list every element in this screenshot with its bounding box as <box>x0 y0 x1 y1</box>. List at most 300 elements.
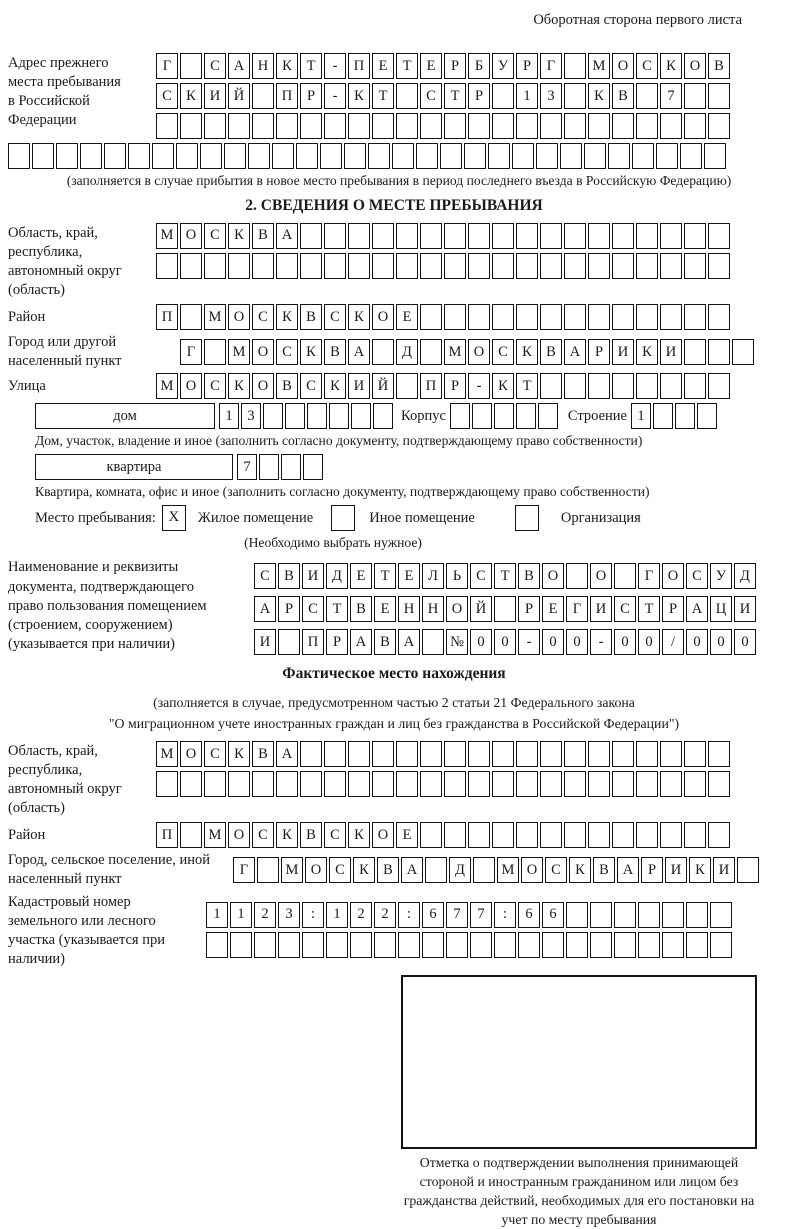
char-cell[interactable]: М <box>156 223 178 249</box>
char-cell[interactable] <box>492 741 514 767</box>
char-cell[interactable]: Т <box>300 53 322 79</box>
char-cell[interactable] <box>704 143 726 169</box>
char-cell[interactable]: С <box>254 563 276 589</box>
char-cell[interactable] <box>566 563 588 589</box>
char-cell[interactable]: 7 <box>470 902 492 928</box>
char-cell[interactable]: Г <box>540 53 562 79</box>
char-cell[interactable]: В <box>540 339 562 365</box>
char-cell[interactable] <box>263 403 283 429</box>
char-cell[interactable]: М <box>444 339 466 365</box>
char-cell[interactable]: О <box>228 304 250 330</box>
char-cell[interactable] <box>372 253 394 279</box>
char-cell[interactable]: № <box>446 629 468 655</box>
char-cell[interactable] <box>396 771 418 797</box>
char-cell[interactable]: К <box>353 857 375 883</box>
char-cell[interactable] <box>252 253 274 279</box>
char-cell[interactable]: 7 <box>446 902 468 928</box>
char-cell[interactable] <box>612 373 634 399</box>
char-cell[interactable]: С <box>492 339 514 365</box>
char-cell[interactable]: О <box>252 373 274 399</box>
char-cell[interactable] <box>252 113 274 139</box>
char-cell[interactable] <box>564 223 586 249</box>
char-cell[interactable] <box>324 741 346 767</box>
char-cell[interactable] <box>614 902 636 928</box>
char-cell[interactable] <box>708 822 730 848</box>
char-cell[interactable]: 0 <box>638 629 660 655</box>
char-cell[interactable] <box>372 113 394 139</box>
char-cell[interactable] <box>254 932 276 958</box>
char-cell[interactable] <box>516 403 536 429</box>
char-cell[interactable]: С <box>204 53 226 79</box>
char-cell[interactable]: Т <box>396 53 418 79</box>
char-cell[interactable] <box>204 113 226 139</box>
char-cell[interactable] <box>468 822 490 848</box>
char-cell[interactable] <box>656 143 678 169</box>
char-cell[interactable]: В <box>300 822 322 848</box>
char-cell[interactable]: Е <box>542 596 564 622</box>
char-cell[interactable] <box>588 822 610 848</box>
char-cell[interactable] <box>540 253 562 279</box>
char-cell[interactable] <box>468 113 490 139</box>
char-cell[interactable] <box>612 822 634 848</box>
char-cell[interactable] <box>632 143 654 169</box>
char-cell[interactable] <box>156 113 178 139</box>
char-cell[interactable] <box>180 253 202 279</box>
char-cell[interactable] <box>516 113 538 139</box>
char-cell[interactable] <box>398 932 420 958</box>
char-cell[interactable]: К <box>228 223 250 249</box>
char-cell[interactable] <box>588 253 610 279</box>
char-cell[interactable] <box>708 373 730 399</box>
char-cell[interactable]: : <box>302 902 324 928</box>
char-cell[interactable] <box>732 339 754 365</box>
char-cell[interactable]: Г <box>566 596 588 622</box>
char-cell[interactable]: П <box>420 373 442 399</box>
char-cell[interactable] <box>396 253 418 279</box>
char-cell[interactable] <box>564 822 586 848</box>
char-cell[interactable]: О <box>180 741 202 767</box>
char-cell[interactable]: С <box>470 563 492 589</box>
char-cell[interactable] <box>516 223 538 249</box>
char-cell[interactable]: Е <box>350 563 372 589</box>
char-cell[interactable] <box>636 223 658 249</box>
char-cell[interactable]: 3 <box>540 83 562 109</box>
char-cell[interactable] <box>612 113 634 139</box>
char-cell[interactable] <box>468 253 490 279</box>
char-cell[interactable]: Л <box>422 563 444 589</box>
char-cell[interactable]: К <box>569 857 591 883</box>
char-cell[interactable]: П <box>348 53 370 79</box>
char-cell[interactable] <box>324 771 346 797</box>
char-cell[interactable]: 0 <box>542 629 564 655</box>
char-cell[interactable]: И <box>734 596 756 622</box>
char-cell[interactable]: Т <box>516 373 538 399</box>
char-cell[interactable] <box>257 857 279 883</box>
char-cell[interactable]: С <box>329 857 351 883</box>
char-cell[interactable] <box>540 223 562 249</box>
char-cell[interactable] <box>614 563 636 589</box>
char-cell[interactable] <box>444 771 466 797</box>
char-cell[interactable]: В <box>377 857 399 883</box>
char-cell[interactable] <box>473 857 495 883</box>
char-cell[interactable]: О <box>542 563 564 589</box>
char-cell[interactable] <box>675 403 695 429</box>
char-cell[interactable]: В <box>252 741 274 767</box>
char-cell[interactable] <box>708 339 730 365</box>
char-cell[interactable]: Т <box>444 83 466 109</box>
char-cell[interactable]: В <box>708 53 730 79</box>
char-cell[interactable]: И <box>660 339 682 365</box>
char-cell[interactable] <box>540 771 562 797</box>
char-cell[interactable]: 0 <box>734 629 756 655</box>
char-cell[interactable] <box>686 932 708 958</box>
char-cell[interactable]: Б <box>468 53 490 79</box>
char-cell[interactable]: С <box>252 304 274 330</box>
char-cell[interactable]: С <box>204 223 226 249</box>
char-cell[interactable]: Е <box>374 596 396 622</box>
char-cell[interactable] <box>276 771 298 797</box>
char-cell[interactable]: 0 <box>494 629 516 655</box>
char-cell[interactable] <box>638 902 660 928</box>
char-cell[interactable] <box>444 304 466 330</box>
char-cell[interactable]: М <box>156 741 178 767</box>
char-cell[interactable]: В <box>324 339 346 365</box>
char-cell[interactable] <box>425 857 447 883</box>
char-cell[interactable] <box>636 253 658 279</box>
char-cell[interactable]: К <box>348 304 370 330</box>
char-cell[interactable] <box>612 223 634 249</box>
char-cell[interactable] <box>374 932 396 958</box>
char-cell[interactable]: Р <box>641 857 663 883</box>
char-cell[interactable] <box>300 771 322 797</box>
char-cell[interactable]: В <box>252 223 274 249</box>
char-cell[interactable]: А <box>350 629 372 655</box>
char-cell[interactable]: С <box>636 53 658 79</box>
char-cell[interactable]: И <box>348 373 370 399</box>
char-cell[interactable] <box>200 143 222 169</box>
char-cell[interactable] <box>329 403 349 429</box>
char-cell[interactable] <box>422 932 444 958</box>
char-cell[interactable] <box>392 143 414 169</box>
char-cell[interactable]: Р <box>278 596 300 622</box>
char-cell[interactable] <box>492 113 514 139</box>
char-cell[interactable]: К <box>348 822 370 848</box>
char-cell[interactable] <box>612 304 634 330</box>
char-cell[interactable]: А <box>276 741 298 767</box>
char-cell[interactable] <box>488 143 510 169</box>
char-cell[interactable]: - <box>324 83 346 109</box>
char-cell[interactable] <box>128 143 150 169</box>
char-cell[interactable] <box>662 902 684 928</box>
char-cell[interactable] <box>228 771 250 797</box>
char-cell[interactable]: И <box>204 83 226 109</box>
char-cell[interactable]: П <box>302 629 324 655</box>
char-cell[interactable]: О <box>252 339 274 365</box>
char-cell[interactable]: С <box>302 596 324 622</box>
char-cell[interactable]: К <box>228 373 250 399</box>
checkbox-organizaciya[interactable] <box>515 505 539 531</box>
char-cell[interactable] <box>259 454 279 480</box>
char-cell[interactable] <box>494 403 514 429</box>
char-cell[interactable]: Е <box>420 53 442 79</box>
char-cell[interactable]: О <box>180 223 202 249</box>
char-cell[interactable]: М <box>228 339 250 365</box>
char-cell[interactable] <box>684 253 706 279</box>
char-cell[interactable] <box>588 771 610 797</box>
char-cell[interactable]: 3 <box>278 902 300 928</box>
char-cell[interactable]: О <box>521 857 543 883</box>
char-cell[interactable]: Р <box>444 53 466 79</box>
char-cell[interactable]: К <box>348 83 370 109</box>
char-cell[interactable]: Т <box>638 596 660 622</box>
char-cell[interactable] <box>276 113 298 139</box>
char-cell[interactable]: 6 <box>542 902 564 928</box>
char-cell[interactable] <box>281 454 301 480</box>
char-cell[interactable] <box>564 53 586 79</box>
checkbox-inoe[interactable] <box>331 505 355 531</box>
char-cell[interactable] <box>344 143 366 169</box>
char-cell[interactable]: А <box>348 339 370 365</box>
char-cell[interactable]: Г <box>233 857 255 883</box>
char-cell[interactable] <box>636 771 658 797</box>
char-cell[interactable] <box>588 113 610 139</box>
char-cell[interactable] <box>300 253 322 279</box>
checkbox-zhiloe[interactable]: X <box>162 505 186 531</box>
char-cell[interactable]: К <box>228 741 250 767</box>
char-cell[interactable] <box>450 403 470 429</box>
char-cell[interactable]: И <box>302 563 324 589</box>
char-cell[interactable] <box>396 741 418 767</box>
char-cell[interactable] <box>708 223 730 249</box>
char-cell[interactable] <box>708 253 730 279</box>
char-cell[interactable] <box>372 339 394 365</box>
char-cell[interactable]: К <box>689 857 711 883</box>
char-cell[interactable]: - <box>590 629 612 655</box>
char-cell[interactable]: 1 <box>219 403 239 429</box>
char-cell[interactable] <box>660 822 682 848</box>
char-cell[interactable] <box>588 373 610 399</box>
char-cell[interactable] <box>468 741 490 767</box>
char-cell[interactable] <box>636 741 658 767</box>
char-cell[interactable]: С <box>545 857 567 883</box>
char-cell[interactable] <box>348 741 370 767</box>
char-cell[interactable]: Т <box>372 83 394 109</box>
char-cell[interactable]: И <box>254 629 276 655</box>
char-cell[interactable]: С <box>204 373 226 399</box>
char-cell[interactable] <box>564 741 586 767</box>
char-cell[interactable] <box>104 143 126 169</box>
char-cell[interactable]: М <box>497 857 519 883</box>
char-cell[interactable] <box>276 253 298 279</box>
char-cell[interactable]: М <box>281 857 303 883</box>
char-cell[interactable] <box>660 253 682 279</box>
char-cell[interactable]: С <box>686 563 708 589</box>
char-cell[interactable] <box>653 403 673 429</box>
char-cell[interactable] <box>636 373 658 399</box>
char-cell[interactable] <box>636 304 658 330</box>
char-cell[interactable]: О <box>372 304 394 330</box>
char-cell[interactable] <box>324 113 346 139</box>
char-cell[interactable]: Т <box>326 596 348 622</box>
char-cell[interactable] <box>540 304 562 330</box>
char-cell[interactable]: 2 <box>350 902 372 928</box>
char-cell[interactable]: В <box>300 304 322 330</box>
char-cell[interactable] <box>300 741 322 767</box>
char-cell[interactable] <box>684 339 706 365</box>
char-cell[interactable]: М <box>156 373 178 399</box>
char-cell[interactable] <box>608 143 630 169</box>
char-cell[interactable]: Е <box>396 304 418 330</box>
char-cell[interactable] <box>228 113 250 139</box>
char-cell[interactable]: Т <box>494 563 516 589</box>
char-cell[interactable] <box>470 932 492 958</box>
char-cell[interactable]: Ц <box>710 596 732 622</box>
char-cell[interactable] <box>614 932 636 958</box>
char-cell[interactable] <box>300 113 322 139</box>
char-cell[interactable] <box>588 223 610 249</box>
char-cell[interactable]: К <box>180 83 202 109</box>
char-cell[interactable] <box>176 143 198 169</box>
char-cell[interactable] <box>248 143 270 169</box>
char-cell[interactable] <box>492 822 514 848</box>
char-cell[interactable]: К <box>300 339 322 365</box>
char-cell[interactable]: А <box>617 857 639 883</box>
char-cell[interactable]: Р <box>326 629 348 655</box>
char-cell[interactable] <box>590 902 612 928</box>
char-cell[interactable] <box>590 932 612 958</box>
char-cell[interactable] <box>708 304 730 330</box>
char-cell[interactable]: 1 <box>631 403 651 429</box>
char-cell[interactable] <box>638 932 660 958</box>
char-cell[interactable]: В <box>518 563 540 589</box>
char-cell[interactable] <box>180 53 202 79</box>
char-cell[interactable]: 0 <box>710 629 732 655</box>
char-cell[interactable]: В <box>278 563 300 589</box>
char-cell[interactable] <box>152 143 174 169</box>
char-cell[interactable] <box>588 304 610 330</box>
char-cell[interactable] <box>444 113 466 139</box>
char-cell[interactable]: С <box>300 373 322 399</box>
char-cell[interactable] <box>636 83 658 109</box>
char-cell[interactable] <box>420 223 442 249</box>
char-cell[interactable]: 3 <box>241 403 261 429</box>
char-cell[interactable]: К <box>324 373 346 399</box>
char-cell[interactable]: О <box>590 563 612 589</box>
char-cell[interactable] <box>492 83 514 109</box>
char-cell[interactable] <box>680 143 702 169</box>
char-cell[interactable] <box>516 304 538 330</box>
char-cell[interactable] <box>444 822 466 848</box>
char-cell[interactable]: 1 <box>516 83 538 109</box>
char-cell[interactable]: Р <box>516 53 538 79</box>
char-cell[interactable] <box>206 932 228 958</box>
char-cell[interactable] <box>708 83 730 109</box>
char-cell[interactable]: М <box>204 822 226 848</box>
char-cell[interactable] <box>228 253 250 279</box>
char-cell[interactable] <box>396 83 418 109</box>
char-cell[interactable] <box>564 83 586 109</box>
char-cell[interactable]: Г <box>156 53 178 79</box>
char-cell[interactable] <box>8 143 30 169</box>
char-cell[interactable]: В <box>612 83 634 109</box>
char-cell[interactable] <box>420 822 442 848</box>
char-cell[interactable] <box>708 113 730 139</box>
char-cell[interactable]: Й <box>372 373 394 399</box>
char-cell[interactable] <box>420 339 442 365</box>
char-cell[interactable] <box>348 771 370 797</box>
char-cell[interactable]: П <box>156 822 178 848</box>
char-cell[interactable] <box>252 771 274 797</box>
char-cell[interactable]: Е <box>372 53 394 79</box>
char-cell[interactable] <box>636 822 658 848</box>
char-cell[interactable] <box>444 223 466 249</box>
char-cell[interactable]: К <box>516 339 538 365</box>
char-cell[interactable] <box>252 83 274 109</box>
char-cell[interactable] <box>660 223 682 249</box>
char-cell[interactable] <box>660 373 682 399</box>
char-cell[interactable] <box>684 304 706 330</box>
char-cell[interactable] <box>80 143 102 169</box>
char-cell[interactable] <box>296 143 318 169</box>
char-cell[interactable] <box>420 304 442 330</box>
char-cell[interactable] <box>564 253 586 279</box>
char-cell[interactable]: С <box>324 304 346 330</box>
char-cell[interactable]: И <box>713 857 735 883</box>
char-cell[interactable]: Е <box>398 563 420 589</box>
char-cell[interactable] <box>684 113 706 139</box>
char-cell[interactable]: О <box>684 53 706 79</box>
char-cell[interactable] <box>320 143 342 169</box>
char-cell[interactable]: В <box>276 373 298 399</box>
char-cell[interactable] <box>396 113 418 139</box>
char-cell[interactable]: 1 <box>206 902 228 928</box>
char-cell[interactable] <box>420 253 442 279</box>
char-cell[interactable] <box>536 143 558 169</box>
char-cell[interactable]: К <box>276 53 298 79</box>
char-cell[interactable] <box>444 741 466 767</box>
char-cell[interactable] <box>300 223 322 249</box>
char-cell[interactable] <box>468 771 490 797</box>
char-cell[interactable]: 1 <box>326 902 348 928</box>
char-cell[interactable]: Р <box>662 596 684 622</box>
char-cell[interactable]: К <box>636 339 658 365</box>
char-cell[interactable] <box>373 403 393 429</box>
char-cell[interactable]: Д <box>449 857 471 883</box>
char-cell[interactable]: / <box>662 629 684 655</box>
char-cell[interactable] <box>32 143 54 169</box>
char-cell[interactable] <box>710 932 732 958</box>
char-cell[interactable]: О <box>180 373 202 399</box>
char-cell[interactable]: О <box>446 596 468 622</box>
char-cell[interactable]: Р <box>588 339 610 365</box>
char-cell[interactable] <box>492 304 514 330</box>
char-cell[interactable] <box>662 932 684 958</box>
char-cell[interactable]: 6 <box>422 902 444 928</box>
char-cell[interactable]: М <box>204 304 226 330</box>
char-cell[interactable]: А <box>276 223 298 249</box>
char-cell[interactable] <box>684 741 706 767</box>
char-cell[interactable]: О <box>612 53 634 79</box>
char-cell[interactable] <box>492 253 514 279</box>
char-cell[interactable]: Р <box>518 596 540 622</box>
char-cell[interactable]: - <box>468 373 490 399</box>
char-cell[interactable]: А <box>398 629 420 655</box>
char-cell[interactable]: : <box>494 902 516 928</box>
char-cell[interactable] <box>180 771 202 797</box>
char-cell[interactable]: М <box>588 53 610 79</box>
char-cell[interactable] <box>285 403 305 429</box>
char-cell[interactable] <box>636 113 658 139</box>
